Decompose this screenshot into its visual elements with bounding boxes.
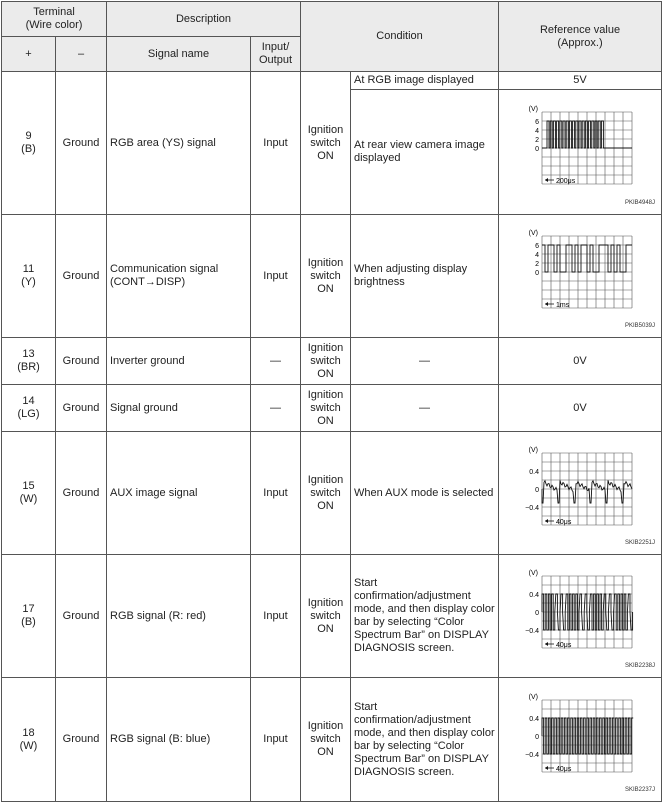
wire-color: (B) xyxy=(21,616,36,628)
y-tick-label: 0 xyxy=(535,487,540,494)
io-cell: — xyxy=(251,385,301,432)
input-output-header: Input/ Output xyxy=(251,37,301,72)
signal-name-cell: Signal ground xyxy=(107,385,251,432)
terminal-number: 9 xyxy=(25,130,32,142)
plus-header: + xyxy=(2,37,56,72)
figure-code: SKIB2237J xyxy=(624,787,656,793)
wire-color: (W) xyxy=(19,739,38,752)
time-scale-label: 40μs xyxy=(556,519,572,526)
waveform-cell xyxy=(499,555,662,678)
ground-cell: Ground xyxy=(56,215,107,338)
waveform-chart xyxy=(520,443,640,543)
condition-cell: At rear view camera image displayed xyxy=(351,90,499,215)
terminal-number: 13 xyxy=(22,348,35,360)
y-tick-label: −0.4 xyxy=(525,628,540,635)
table-row xyxy=(2,72,662,90)
condition-cell: — xyxy=(351,338,499,385)
reference-value-header xyxy=(499,2,662,72)
description-header: Description xyxy=(107,2,301,37)
y-tick-label: −0.4 xyxy=(525,751,540,759)
y-tick-label: 4 xyxy=(535,252,540,259)
figure-code: SKIB2238J xyxy=(624,663,656,669)
y-tick-label: 0 xyxy=(535,610,540,617)
y-tick-label: 0 xyxy=(535,146,540,153)
waveform-chart xyxy=(520,102,640,202)
io-cell: Input xyxy=(251,678,301,802)
ground-cell: Ground xyxy=(56,678,107,802)
condition-cell: Start confirmation/adjustment mode, and then display color bar by selecting “Color Spectrum Bar” on DISPLAY DIAGNOSIS screen. xyxy=(351,555,499,678)
io-cell: Input xyxy=(251,215,301,338)
y-tick-label: 0.4 xyxy=(529,592,540,599)
table-row xyxy=(2,338,662,385)
minus-header: – xyxy=(56,37,107,72)
wire-color: (W) xyxy=(19,493,38,505)
terminal-cell xyxy=(2,72,56,215)
condition-cell: At RGB image displayed xyxy=(351,72,499,90)
table-row xyxy=(2,385,662,432)
y-tick-label: −0.4 xyxy=(525,505,540,512)
y-tick-label: 0 xyxy=(535,733,540,741)
terminal-header xyxy=(2,2,107,37)
condition-cell: Start confirmation/adjustment mode, and then display color bar by selecting “Color Spectrum Bar” on DISPLAY DIAGNOSIS screen. xyxy=(351,678,499,802)
table-row xyxy=(2,678,662,802)
ignition-state-cell: Ignition switch ON xyxy=(301,385,351,432)
time-scale-arrowhead xyxy=(545,642,548,646)
unit-label: (V) xyxy=(528,230,539,237)
waveform-cell xyxy=(499,432,662,555)
io-cell: Input xyxy=(251,432,301,555)
figure-code: PKIB4948J xyxy=(624,200,656,206)
terminal-number: 15 xyxy=(22,480,35,492)
terminal-cell xyxy=(2,338,56,385)
signal-name-cell: RGB signal (R: red) xyxy=(107,555,251,678)
condition-header: Condition xyxy=(301,2,499,72)
unit-label: (V) xyxy=(528,693,539,701)
waveform-chart xyxy=(520,690,640,790)
waveform-cell xyxy=(499,678,662,802)
y-tick-label: 0 xyxy=(535,270,540,277)
wire-color-header-label: (Wire color) xyxy=(25,19,83,31)
y-tick-label: 2 xyxy=(535,261,540,268)
ignition-state-cell: Ignition switch ON xyxy=(301,215,351,338)
io-cell: Input xyxy=(251,72,301,215)
wire-color: (B) xyxy=(21,143,36,155)
y-tick-label: 4 xyxy=(535,128,540,135)
signal-name-cell: AUX image signal xyxy=(107,432,251,555)
signal-name-cell: RGB signal (B: blue) xyxy=(107,678,251,802)
waveform-cell xyxy=(499,90,662,215)
io-cell: Input xyxy=(251,555,301,678)
signal-name-cell: RGB area (YS) signal xyxy=(107,72,251,215)
ignition-state-cell: Ignition switch ON xyxy=(301,338,351,385)
signal-trace xyxy=(542,245,632,272)
condition-cell: — xyxy=(351,385,499,432)
time-scale-label: 40μs xyxy=(556,642,572,649)
terminal-number: 14 xyxy=(22,395,35,407)
waveform-chart xyxy=(520,226,640,326)
y-tick-label: 0.4 xyxy=(529,715,540,723)
ignition-state-cell: Ignition switch ON xyxy=(301,72,351,215)
io-cell: — xyxy=(251,338,301,385)
waveform-chart xyxy=(520,566,640,666)
ground-cell: Ground xyxy=(56,72,107,215)
time-scale-arrowhead xyxy=(545,302,548,306)
ground-cell: Ground xyxy=(56,385,107,432)
terminal-cell xyxy=(2,385,56,432)
y-tick-label: 6 xyxy=(535,119,540,126)
terminal-cell xyxy=(2,678,56,802)
signal-trace xyxy=(542,121,632,148)
wire-color: (LG) xyxy=(17,408,40,420)
table-row xyxy=(2,432,662,555)
terminal-cell xyxy=(2,215,56,338)
ground-cell: Ground xyxy=(56,432,107,555)
ground-cell: Ground xyxy=(56,555,107,678)
table-row xyxy=(2,555,662,678)
unit-label: (V) xyxy=(528,570,539,577)
ignition-state-cell: Ignition switch ON xyxy=(301,678,351,802)
terminal-cell xyxy=(2,432,56,555)
reference-value-cell: 0V xyxy=(499,385,662,432)
figure-code: PKIB5039J xyxy=(624,323,656,329)
y-tick-label: 0.4 xyxy=(529,469,540,476)
terminal-reference-table xyxy=(1,1,662,802)
time-scale-label: 200μs xyxy=(556,178,576,185)
ground-cell: Ground xyxy=(56,338,107,385)
approx-label: (Approx.) xyxy=(557,36,603,49)
wire-color: (Y) xyxy=(21,276,36,288)
reference-value-cell: 5V xyxy=(499,72,662,90)
signal-name-cell: Communication signal (CONT→DISP) xyxy=(107,215,251,338)
time-scale-arrowhead xyxy=(545,178,548,182)
y-tick-label: 2 xyxy=(535,137,540,144)
condition-cell: When adjusting display brightness xyxy=(351,215,499,338)
reference-value-label: Reference value xyxy=(539,23,621,36)
terminal-number: 11 xyxy=(22,263,35,275)
condition-cell: When AUX mode is selected xyxy=(351,432,499,555)
time-scale-arrowhead xyxy=(545,766,548,770)
signal-name-header: Signal name xyxy=(107,37,251,72)
time-scale-label: 1ms xyxy=(556,302,570,309)
ignition-state-cell: Ignition switch ON xyxy=(301,555,351,678)
reference-value-cell: 0V xyxy=(499,338,662,385)
terminal-number: 18 xyxy=(22,726,35,739)
ignition-state-cell: Ignition switch ON xyxy=(301,432,351,555)
y-tick-label: 6 xyxy=(535,243,540,250)
terminal-header-label: Terminal xyxy=(33,6,75,18)
waveform-cell xyxy=(499,215,662,338)
wire-color: (BR) xyxy=(17,361,40,373)
unit-label: (V) xyxy=(528,447,539,454)
signal-name-cell: Inverter ground xyxy=(107,338,251,385)
table-row xyxy=(2,215,662,338)
time-scale-label: 40μs xyxy=(556,765,572,773)
terminal-number: 17 xyxy=(22,603,35,615)
time-scale-arrowhead xyxy=(545,519,548,523)
unit-label: (V) xyxy=(528,106,539,113)
figure-code: SKIB2251J xyxy=(624,540,656,546)
terminal-cell xyxy=(2,555,56,678)
